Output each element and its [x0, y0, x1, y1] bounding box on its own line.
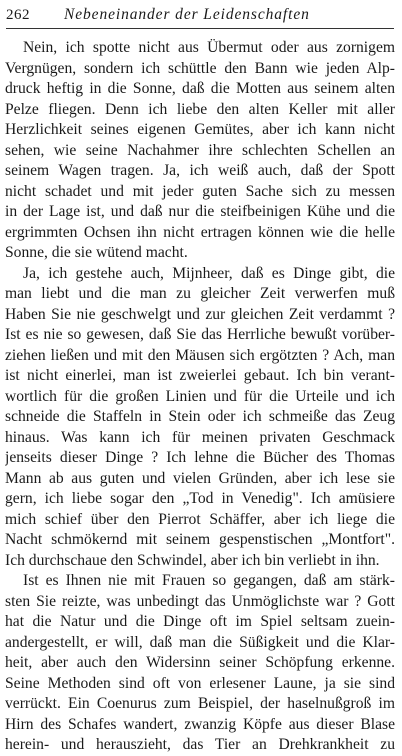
text-line: Pelze fliegen. Denn ich liebe den alten Keller mit aller: [5, 100, 395, 118]
paragraph: [5, 38, 395, 264]
text-line: Ja, ich gestehe auch, Mijnheer, daß es Dinge gibt, die: [23, 264, 395, 282]
running-title: Nebeneinander der Leidenschaften: [64, 6, 310, 23]
text-line: man liebt und die man zu gleicher Zeit verwerfen muß: [5, 285, 395, 302]
text-line: heit, aber auch den Widersinn seiner Schöpfung erkenne.: [5, 654, 395, 671]
text-line: ergrimmten Ochsen ihn nicht ertragen können wie die helle: [5, 223, 395, 241]
text-line: Ich durchschaue den Schwindel, aber ich bin verliebt in ihn.: [5, 551, 380, 569]
text-line: Herzlichkeit seines eigenen Gemütes, aber ich kann nicht: [5, 121, 395, 138]
text-line: wortlich für die großen Linien und für die Urteile und ich: [5, 387, 395, 405]
paragraph: [5, 264, 395, 572]
text-line: in der Lage ist, und daß nur die steifbeinigen Kühe und die: [5, 203, 395, 220]
text-line: gern, ich liebe sogar den „Tod in Venedig". Ich amüsiere: [5, 490, 395, 507]
paragraph: [5, 571, 395, 756]
text-line: Ist es nie so gewesen, daß Sie das Herrliche bewußt vorüber-: [5, 326, 395, 343]
text-line: Ist es Ihnen nie mit Frauen so gegangen, daß am stärk-: [23, 572, 395, 589]
text-line: seinem Wagen tragen. Ja, ich weiß auch, daß der Spott: [5, 162, 395, 179]
text-line: hinaus. Was kann ich für meinen privaten Geschmack: [5, 428, 395, 446]
body-text: [5, 38, 395, 756]
text-line: Sonne, die sie wütend macht.: [5, 244, 188, 261]
text-line: Mann ab aus guten und vielen Gründen, aber ich lese sie: [5, 469, 395, 487]
text-line: sten Sie reizte, was unbedingt das Unmöglichste war ? Gott: [5, 592, 395, 610]
text-line: ist nicht einerlei, man ist zweierlei gebaut. Ich bin verant-: [5, 367, 395, 384]
text-line: mich schief über den Pierrot Schäffer, aber ich liege die: [5, 510, 395, 528]
page-number: 262: [6, 7, 30, 23]
text-line: schneide die Staffeln in Stein oder ich schmeiße das Zeug: [5, 408, 395, 425]
text-line: andergestellt, er will, daß man die Süßigkeit und die Klar-: [5, 633, 395, 651]
text-line: Hirn des Schafes wandert, zwanzig Köpfe aus dieser Blase: [5, 715, 395, 733]
text-line: ziehen ließen und mit den Mäusen sich ergötzten ? Ach, man: [5, 346, 395, 364]
text-line: Vergnügen, sondern ich schüttle den Bann wie jeden Alp-: [5, 59, 395, 77]
text-line: Nein, ich spotte nicht aus Übermut oder aus zornigem: [23, 39, 395, 56]
text-line: hat die Natur und die Dinge oft im Spiel seltsam zuein-: [5, 613, 395, 630]
text-line: herein- und herauszieht, das Tier an Drehkrankheit zu: [5, 736, 395, 753]
text-line: Seine Methoden sind oft von erlesener Laune, ja sie sind: [5, 674, 395, 692]
text-line: Nacht schmökernd mit seinem gespenstischen „Montfort".: [5, 531, 395, 548]
text-line: druck heftig in die Sonne, daß die Motten aus seinem alten: [5, 80, 395, 97]
text-line: verrückt. Ein Coenurus zum Beispiel, der haselnußgroß im: [5, 695, 395, 712]
text-line: nicht schadet und mit jeder guten Sache sich zu messen: [5, 182, 395, 200]
text-line: jenseits dieser Dinge ? Ich lehne die Bücher des Thomas: [5, 449, 395, 466]
running-head: [6, 6, 394, 29]
text-line: sehen, wie seine Nachahmer ihre schlechten Schellen an: [5, 141, 395, 159]
text-line: Haben Sie nie geschwelgt und zur gleichen Zeit verdammt ?: [5, 305, 395, 323]
